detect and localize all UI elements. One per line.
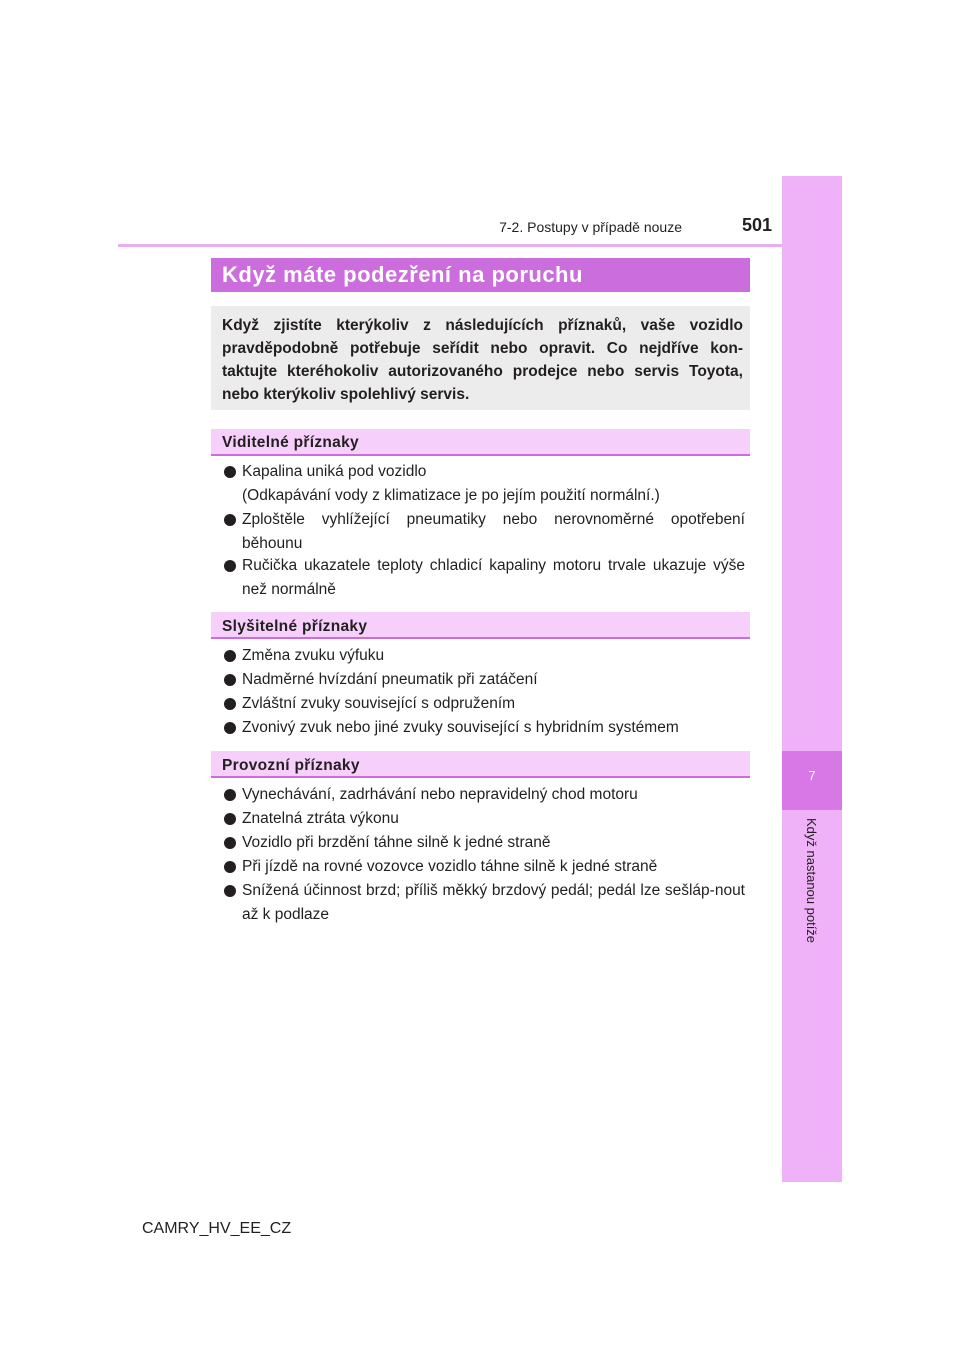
bullet-icon [224, 861, 236, 873]
chapter-number: 7 [808, 768, 816, 783]
page-number: 501 [741, 215, 772, 235]
list-item [224, 644, 745, 668]
bullet-icon [224, 674, 236, 686]
bullet-icon [224, 789, 236, 801]
list-item-text: Vozidlo při brzdění táhne silně k jedné straně [242, 834, 551, 851]
bullet-icon [224, 722, 236, 734]
chapter-label: Když nastanou potíže [804, 818, 819, 944]
list-item-text: Nadměrné hvízdání pneumatik při zatáčení [242, 671, 538, 688]
intro-text: Když zjistíte kterýkoliv z následujících příznaků, vaše vozidlo pravděpodobně potřebuje seřídit nebo opravit. Co nejdříve kon-taktujte kteréhokoliv autorizovaného prodejce nebo servis Toyota, nebo kterýkoliv spolehlivý servis. [222, 317, 743, 403]
list-item-text: Ručička ukazatele teploty chladicí kapaliny motoru trvale ukazuje výše než normálně [242, 557, 745, 598]
section-heading: Provozní příznaky [222, 757, 360, 774]
list-item [224, 668, 745, 692]
bullet-icon [224, 514, 236, 526]
list-item-text: Znatelná ztráta výkonu [242, 810, 399, 827]
list-item [224, 460, 745, 508]
list-item-text: Vynechávání, zadrhávání nebo nepravidelný chod motoru [242, 786, 638, 803]
list-item [224, 855, 745, 879]
list-item-note: (Odkapávání vody z klimatizace je po jejím použití normální.) [242, 487, 660, 504]
list-item-text: Snížená účinnost brzd; příliš měkký brzdový pedál; pedál lze sešláp-nout až k podlaze [242, 882, 745, 923]
list-item-text: Kapalina uniká pod vozidlo [242, 463, 427, 480]
chapter-side-tab [782, 176, 842, 1182]
list-item [224, 879, 745, 927]
bullet-icon [224, 466, 236, 478]
list-item [224, 508, 745, 556]
bullet-icon [224, 813, 236, 825]
list-item [224, 807, 745, 831]
list-item [224, 831, 745, 855]
bullet-icon [224, 837, 236, 849]
list-item-text: Při jízdě na rovné vozovce vozidlo táhne silně k jedné straně [242, 858, 658, 875]
list-item-text: Změna zvuku výfuku [242, 647, 385, 664]
bullet-icon [224, 650, 236, 662]
footer-document-code: CAMRY_HV_EE_CZ [142, 1220, 292, 1237]
list-item-text: Zvláštní zvuky související s odpružením [242, 695, 516, 712]
list-item-text: Zploštěle vyhlížející pneumatiky nebo nerovnoměrné opotřebení běhounu [242, 511, 745, 552]
list-item [224, 716, 745, 740]
list-item-text: Zvonivý zvuk nebo jiné zvuky související s hybridním systémem [242, 719, 679, 736]
bullet-icon [224, 698, 236, 710]
bullet-icon [224, 560, 236, 572]
bullet-icon [224, 885, 236, 897]
section-heading: Slyšitelné příznaky [222, 618, 368, 635]
list-item [224, 692, 745, 716]
list-item [224, 783, 745, 807]
running-header-section: 7-2. Postupy v případě nouze [499, 219, 682, 235]
header-rule [118, 244, 782, 247]
section-heading: Viditelné příznaky [222, 434, 359, 451]
list-item [224, 554, 745, 602]
page-title: Když máte podezření na poruchu [222, 262, 583, 287]
